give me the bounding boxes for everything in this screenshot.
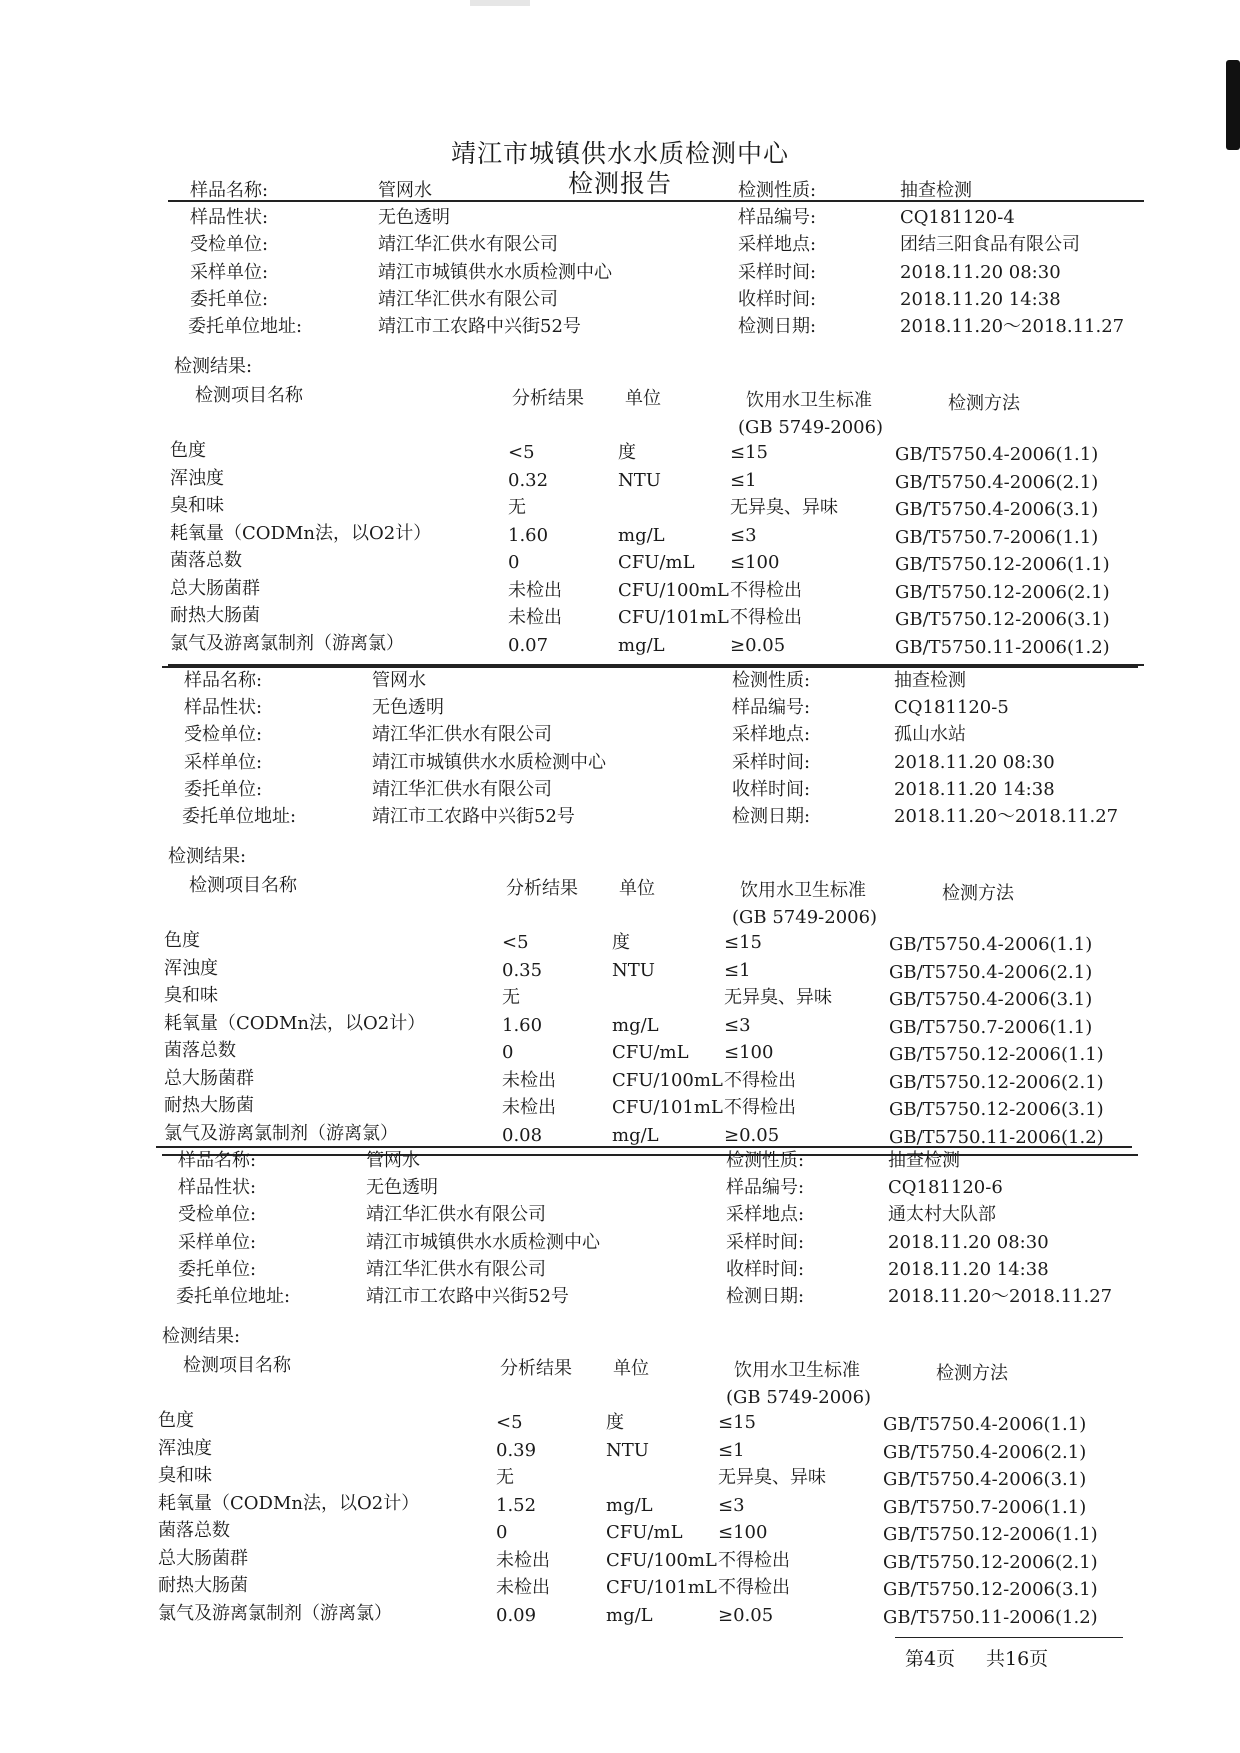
results-label: 检测结果:	[168, 846, 247, 867]
row-item: 氯气及游离氯制剂（游离氯）	[158, 1602, 392, 1624]
label-test-date: 检测日期:	[732, 806, 811, 827]
row-result: <5	[502, 932, 529, 953]
row-item: 总大肠菌群	[164, 1067, 254, 1089]
label-sample-time: 采样时间:	[732, 751, 811, 773]
value-receive-time: 2018.11.20 14:38	[888, 1258, 1049, 1280]
label-client-addr: 委托单位地址:	[182, 806, 297, 827]
value-test-date: 2018.11.20～2018.11.27	[900, 316, 1125, 337]
row-result: 0.35	[502, 959, 543, 981]
label-state: 样品性状:	[178, 1177, 257, 1199]
row-standard: 不得检出	[730, 607, 802, 628]
row-unit: CFU/100mL	[612, 1069, 723, 1091]
row-standard: ≤1	[724, 959, 751, 981]
label-nature: 检测性质:	[738, 180, 817, 201]
report-title: 检测报告	[567, 169, 672, 198]
value-nature: 抽查检测	[894, 670, 966, 691]
row-standard: ≥0.05	[718, 1604, 774, 1626]
row-standard: 不得检出	[724, 1097, 796, 1118]
col-item-header: 检测项目名称	[183, 1355, 291, 1376]
col-method-header: 检测方法	[942, 883, 1014, 904]
row-method: GB/T5750.12-2006(2.1)	[889, 1071, 1104, 1093]
row-item: 耐热大肠菌	[158, 1575, 248, 1596]
col-item-header: 检测项目名称	[195, 385, 303, 406]
label-inspected: 受检单位:	[190, 234, 269, 256]
col-standard-header: 饮用水卫生标准	[734, 1360, 860, 1381]
row-method: GB/T5750.7-2006(1.1)	[889, 1016, 1093, 1038]
row-item: 耗氧量（CODMn法，以O2计）	[170, 522, 432, 544]
value-sample-time: 2018.11.20 08:30	[900, 261, 1061, 283]
row-unit: NTU	[612, 959, 655, 981]
row-item: 菌落总数	[158, 1520, 230, 1541]
row-unit: CFU/101mL	[612, 1097, 723, 1118]
label-test-date: 检测日期:	[738, 316, 817, 337]
row-unit: CFU/101mL	[618, 607, 729, 628]
row-standard: ≤15	[730, 442, 768, 463]
row-item: 色度	[170, 440, 206, 461]
row-method: GB/T5750.4-2006(1.1)	[883, 1414, 1087, 1435]
value-nature: 抽查检测	[888, 1150, 960, 1171]
row-standard: 不得检出	[718, 1549, 790, 1571]
label-name: 样品名称:	[178, 1150, 257, 1171]
value-sample-time: 2018.11.20 08:30	[888, 1231, 1049, 1253]
value-name: 管网水	[372, 670, 426, 691]
value-inspected: 靖江华汇供水有限公司	[378, 234, 558, 256]
label-location: 采样地点:	[738, 234, 817, 256]
row-result: <5	[508, 442, 535, 463]
results-label: 检测结果:	[162, 1326, 241, 1347]
col-result-header: 分析结果	[500, 1358, 572, 1379]
value-name: 管网水	[378, 180, 432, 201]
value-state: 无色透明	[378, 207, 450, 229]
label-inspected: 受检单位:	[178, 1204, 257, 1226]
row-result: 0	[496, 1522, 508, 1543]
row-unit: CFU/101mL	[606, 1577, 717, 1598]
row-result: 未检出	[508, 607, 562, 628]
row-result: 未检出	[502, 1069, 556, 1091]
col-standard-code: (GB 5749-2006)	[738, 417, 884, 438]
row-result: 0.08	[502, 1124, 543, 1146]
page-total: 共16页	[986, 1648, 1049, 1670]
col-item-header: 检测项目名称	[189, 875, 297, 896]
row-method: GB/T5750.11-2006(1.2)	[889, 1126, 1104, 1148]
row-result: 1.52	[496, 1494, 537, 1516]
results-label: 检测结果:	[174, 356, 253, 377]
col-unit-header: 单位	[613, 1358, 649, 1379]
row-item: 臭和味	[158, 1465, 212, 1486]
row-unit: CFU/100mL	[606, 1549, 717, 1571]
row-unit: mg/L	[618, 524, 665, 546]
value-code: CQ181120-4	[900, 207, 1015, 229]
scan-artifact	[470, 0, 530, 6]
col-result-header: 分析结果	[512, 388, 584, 409]
row-standard: ≤3	[724, 1014, 751, 1036]
row-standard: ≤100	[718, 1522, 768, 1543]
row-unit: 度	[618, 442, 636, 463]
label-sampling-unit: 采样单位:	[178, 1231, 257, 1253]
value-inspected: 靖江华汇供水有限公司	[366, 1204, 546, 1226]
row-method: GB/T5750.12-2006(2.1)	[895, 581, 1110, 603]
label-nature: 检测性质:	[726, 1150, 805, 1171]
value-test-date: 2018.11.20～2018.11.27	[894, 806, 1119, 827]
col-unit-header: 单位	[625, 388, 661, 409]
row-unit: CFU/100mL	[618, 579, 729, 601]
row-result: 未检出	[496, 1549, 550, 1571]
value-client-addr: 靖江市工农路中兴街52号	[378, 316, 581, 337]
page-number: 第4页	[905, 1648, 956, 1670]
row-unit: CFU/mL	[606, 1522, 683, 1543]
value-sampling-unit: 靖江市城镇供水水质检测中心	[372, 751, 606, 773]
row-unit: CFU/mL	[612, 1042, 689, 1063]
row-result: 0	[508, 552, 520, 573]
label-state: 样品性状:	[184, 697, 263, 719]
row-standard: 不得检出	[724, 1069, 796, 1091]
label-code: 样品编号:	[726, 1177, 805, 1199]
row-method: GB/T5750.4-2006(1.1)	[889, 934, 1093, 955]
value-receive-time: 2018.11.20 14:38	[900, 288, 1061, 310]
row-standard: 无异臭、异味	[718, 1467, 826, 1488]
row-method: GB/T5750.7-2006(1.1)	[895, 526, 1099, 548]
label-code: 样品编号:	[738, 207, 817, 229]
sample-section-3	[0, 1148, 1240, 1628]
label-client: 委托单位:	[190, 288, 269, 310]
row-unit: NTU	[606, 1439, 649, 1461]
row-result: 未检出	[508, 579, 562, 601]
col-standard-code: (GB 5749-2006)	[732, 907, 878, 928]
row-item: 菌落总数	[170, 550, 242, 571]
row-unit: CFU/mL	[618, 552, 695, 573]
value-client-addr: 靖江市工农路中兴街52号	[372, 806, 575, 827]
row-standard: ≤15	[724, 932, 762, 953]
row-item: 耐热大肠菌	[164, 1095, 254, 1116]
row-method: GB/T5750.4-2006(3.1)	[883, 1469, 1087, 1490]
row-standard: ≤3	[730, 524, 757, 546]
label-receive-time: 收样时间:	[726, 1258, 805, 1280]
value-client: 靖江华汇供水有限公司	[366, 1258, 546, 1280]
label-name: 样品名称:	[184, 670, 263, 691]
row-result: 未检出	[496, 1577, 550, 1598]
row-method: GB/T5750.4-2006(2.1)	[889, 961, 1093, 983]
row-item: 浑浊度	[170, 467, 224, 489]
col-method-header: 检测方法	[936, 1363, 1008, 1384]
row-unit: 度	[606, 1412, 624, 1433]
row-unit: mg/L	[606, 1604, 653, 1626]
row-unit: mg/L	[606, 1494, 653, 1516]
row-result: 0.32	[508, 469, 549, 491]
row-item: 总大肠菌群	[170, 577, 260, 599]
row-standard: ≤1	[718, 1439, 745, 1461]
value-client: 靖江华汇供水有限公司	[378, 288, 558, 310]
row-unit: mg/L	[612, 1014, 659, 1036]
value-location: 孤山水站	[894, 724, 966, 746]
sample-section-2	[0, 668, 1240, 1148]
report-organization: 靖江市城镇供水水质检测中心	[450, 139, 789, 168]
row-method: GB/T5750.4-2006(3.1)	[889, 989, 1093, 1010]
row-standard: 不得检出	[730, 579, 802, 601]
row-result: 未检出	[502, 1097, 556, 1118]
row-item: 浑浊度	[158, 1437, 212, 1459]
row-result: <5	[496, 1412, 523, 1433]
label-inspected: 受检单位:	[184, 724, 263, 746]
section-top-rule	[168, 200, 1144, 202]
row-method: GB/T5750.12-2006(3.1)	[883, 1579, 1098, 1600]
row-item: 浑浊度	[164, 957, 218, 979]
row-method: GB/T5750.4-2006(3.1)	[895, 499, 1099, 520]
row-standard: 无异臭、异味	[730, 497, 838, 518]
row-result: 1.60	[508, 524, 549, 546]
row-result: 0.07	[508, 634, 549, 656]
value-nature: 抽查检测	[900, 180, 972, 201]
row-result: 无	[508, 497, 526, 518]
col-standard-code: (GB 5749-2006)	[726, 1387, 872, 1408]
label-client: 委托单位:	[184, 778, 263, 800]
value-state: 无色透明	[366, 1177, 438, 1199]
row-method: GB/T5750.12-2006(2.1)	[883, 1551, 1098, 1573]
value-sampling-unit: 靖江市城镇供水水质检测中心	[366, 1231, 600, 1253]
col-unit-header: 单位	[619, 878, 655, 899]
footer-rule	[895, 1637, 1123, 1638]
row-item: 耗氧量（CODMn法，以O2计）	[164, 1012, 426, 1034]
label-location: 采样地点:	[732, 724, 811, 746]
row-standard: ≤1	[730, 469, 757, 491]
row-item: 总大肠菌群	[158, 1547, 248, 1569]
label-location: 采样地点:	[726, 1204, 805, 1226]
label-sampling-unit: 采样单位:	[190, 261, 269, 283]
row-method: GB/T5750.7-2006(1.1)	[883, 1496, 1087, 1518]
row-standard: ≤3	[718, 1494, 745, 1516]
label-receive-time: 收样时间:	[732, 778, 811, 800]
row-item: 臭和味	[170, 495, 224, 516]
col-result-header: 分析结果	[506, 878, 578, 899]
row-method: GB/T5750.4-2006(2.1)	[883, 1441, 1087, 1463]
row-method: GB/T5750.4-2006(2.1)	[895, 471, 1099, 493]
row-standard: 无异臭、异味	[724, 987, 832, 1008]
value-inspected: 靖江华汇供水有限公司	[372, 724, 552, 746]
section-top-rule	[156, 1146, 1132, 1148]
value-state: 无色透明	[372, 697, 444, 719]
row-method: GB/T5750.12-2006(3.1)	[895, 609, 1110, 630]
value-receive-time: 2018.11.20 14:38	[894, 778, 1055, 800]
row-unit: mg/L	[618, 634, 665, 656]
label-client-addr: 委托单位地址:	[176, 1286, 291, 1307]
value-client-addr: 靖江市工农路中兴街52号	[366, 1286, 569, 1307]
value-sampling-unit: 靖江市城镇供水水质检测中心	[378, 261, 612, 283]
value-sample-time: 2018.11.20 08:30	[894, 751, 1055, 773]
row-standard: ≤100	[730, 552, 780, 573]
row-item: 氯气及游离氯制剂（游离氯）	[164, 1122, 398, 1144]
col-standard-header: 饮用水卫生标准	[740, 880, 866, 901]
label-sample-time: 采样时间:	[726, 1231, 805, 1253]
row-unit: NTU	[618, 469, 661, 491]
row-result: 无	[502, 987, 520, 1008]
label-sampling-unit: 采样单位:	[184, 751, 263, 773]
label-client-addr: 委托单位地址:	[188, 316, 303, 337]
row-item: 臭和味	[164, 985, 218, 1006]
row-result: 无	[496, 1467, 514, 1488]
value-location: 通太村大队部	[888, 1204, 996, 1226]
label-test-date: 检测日期:	[726, 1286, 805, 1307]
row-method: GB/T5750.12-2006(3.1)	[889, 1099, 1104, 1120]
value-test-date: 2018.11.20～2018.11.27	[888, 1286, 1113, 1307]
value-location: 团结三阳食品有限公司	[900, 234, 1080, 256]
label-code: 样品编号:	[732, 697, 811, 719]
row-item: 氯气及游离氯制剂（游离氯）	[170, 632, 404, 654]
row-method: GB/T5750.12-2006(1.1)	[883, 1524, 1098, 1545]
label-state: 样品性状:	[190, 207, 269, 229]
row-unit: 度	[612, 932, 630, 953]
col-method-header: 检测方法	[948, 393, 1020, 414]
label-receive-time: 收样时间:	[738, 288, 817, 310]
value-code: CQ181120-5	[894, 697, 1009, 719]
row-result: 0.09	[496, 1604, 537, 1626]
sample-section-1	[0, 178, 1240, 658]
value-code: CQ181120-6	[888, 1177, 1003, 1199]
label-name: 样品名称:	[190, 180, 269, 201]
row-item: 色度	[164, 930, 200, 951]
row-method: GB/T5750.11-2006(1.2)	[895, 636, 1110, 658]
row-item: 菌落总数	[164, 1040, 236, 1061]
row-unit: mg/L	[612, 1124, 659, 1146]
row-method: GB/T5750.12-2006(1.1)	[895, 554, 1110, 575]
row-item: 耗氧量（CODMn法，以O2计）	[158, 1492, 420, 1514]
section-top-rule	[162, 666, 1138, 668]
row-item: 色度	[158, 1410, 194, 1431]
row-standard: 不得检出	[718, 1577, 790, 1598]
value-client: 靖江华汇供水有限公司	[372, 778, 552, 800]
row-result: 1.60	[502, 1014, 543, 1036]
label-nature: 检测性质:	[732, 670, 811, 691]
row-standard: ≥0.05	[730, 634, 786, 656]
row-result: 0.39	[496, 1439, 537, 1461]
row-standard: ≥0.05	[724, 1124, 780, 1146]
label-sample-time: 采样时间:	[738, 261, 817, 283]
row-standard: ≤100	[724, 1042, 774, 1063]
col-standard-header: 饮用水卫生标准	[746, 390, 872, 411]
value-name: 管网水	[366, 1150, 420, 1171]
row-method: GB/T5750.11-2006(1.2)	[883, 1606, 1098, 1628]
label-client: 委托单位:	[178, 1258, 257, 1280]
row-method: GB/T5750.12-2006(1.1)	[889, 1044, 1104, 1065]
row-result: 0	[502, 1042, 514, 1063]
row-item: 耐热大肠菌	[170, 605, 260, 626]
row-method: GB/T5750.4-2006(1.1)	[895, 444, 1099, 465]
row-standard: ≤15	[718, 1412, 756, 1433]
